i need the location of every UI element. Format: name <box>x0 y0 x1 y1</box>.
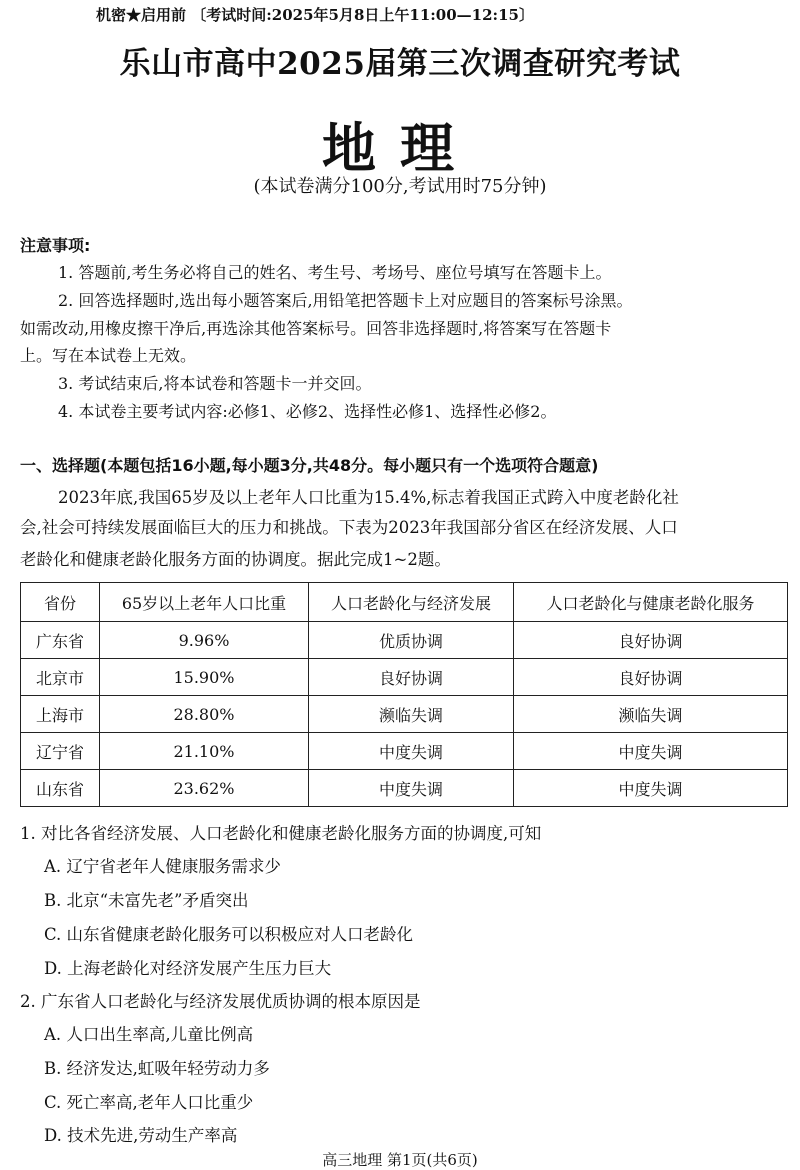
intro-line-3: 老龄化和健康老龄化服务方面的协调度。据此完成1~2题。 <box>20 550 451 569</box>
table-row <box>21 622 788 659</box>
header-economy-coordination: 人口老龄化与经济发展 <box>309 583 514 622</box>
table-cell: 良好协调 <box>514 659 788 696</box>
page-footer: 高三地理 第1页(共6页) <box>322 1151 478 1169</box>
exam-title: 乐山市高中2025届第三次调查研究考试 <box>119 46 681 82</box>
header-elderly-ratio: 65岁以上老年人口比重 <box>100 583 309 622</box>
note-item-2-line-1: 2. 回答选择题时,选出每小题答案后,用铅笔把答题卡上对应题目的答案标号涂黑。 <box>58 291 633 310</box>
table-row <box>21 659 788 696</box>
note-item-4: 4. 本试卷主要考试内容:必修1、必修2、选择性必修1、选择性必修2。 <box>58 402 557 421</box>
table-cell: 中度失调 <box>514 770 788 807</box>
table-cell: 15.90% <box>100 659 309 696</box>
table-cell: 上海市 <box>21 696 100 733</box>
coordination-table <box>20 582 788 807</box>
header-health-coordination: 人口老龄化与健康老龄化服务 <box>514 583 788 622</box>
question-2-option-b: B. 经济发达,虹吸年轻劳动力多 <box>44 1059 270 1078</box>
table-header-row <box>21 583 788 622</box>
question-1-option-a: A. 辽宁省老年人健康服务需求少 <box>44 857 281 876</box>
table-cell: 21.10% <box>100 733 309 770</box>
table-cell: 辽宁省 <box>21 733 100 770</box>
question-1-stem: 1. 对比各省经济发展、人口老龄化和健康老龄化服务方面的协调度,可知 <box>20 824 542 843</box>
table-cell: 北京市 <box>21 659 100 696</box>
notes-heading: 注意事项: <box>20 236 91 255</box>
note-item-2-line-3: 上。写在本试卷上无效。 <box>20 346 197 365</box>
table-cell: 良好协调 <box>514 622 788 659</box>
question-2-stem: 2. 广东省人口老龄化与经济发展优质协调的根本原因是 <box>20 992 421 1011</box>
note-item-3: 3. 考试结束后,将本试卷和答题卡一并交回。 <box>58 374 372 393</box>
table-cell: 9.96% <box>100 622 309 659</box>
section-heading: 一、选择题(本题包括16小题,每小题3分,共48分。每小题只有一个选项符合题意) <box>20 456 599 475</box>
note-item-1: 1. 答题前,考生务必将自己的姓名、考生号、考场号、座位号填写在答题卡上。 <box>58 263 612 282</box>
question-2-option-a: A. 人口出生率高,儿童比例高 <box>44 1025 254 1044</box>
table-cell: 优质协调 <box>309 622 514 659</box>
table-cell: 良好协调 <box>309 659 514 696</box>
table-cell: 28.80% <box>100 696 309 733</box>
question-2-option-c: C. 死亡率高,老年人口比重少 <box>44 1093 254 1112</box>
table-row <box>21 696 788 733</box>
table-cell: 中度失调 <box>309 770 514 807</box>
header-province: 省份 <box>21 583 100 622</box>
secrecy-header: 机密★启用前 〔考试时间:2025年5月8日上午11:00—12:15〕 <box>96 6 534 24</box>
table-row <box>21 733 788 770</box>
table-cell: 濒临失调 <box>514 696 788 733</box>
table-cell: 濒临失调 <box>309 696 514 733</box>
question-1-option-b: B. 北京“未富先老”矛盾突出 <box>44 891 249 910</box>
table-cell: 23.62% <box>100 770 309 807</box>
score-note: (本试卷满分100分,考试用时75分钟) <box>253 176 547 197</box>
table-row <box>21 770 788 807</box>
table-cell: 广东省 <box>21 622 100 659</box>
table-cell: 中度失调 <box>309 733 514 770</box>
question-2-option-d: D. 技术先进,劳动生产率高 <box>44 1126 238 1145</box>
subject-title: 地理 <box>322 116 478 180</box>
table-cell: 山东省 <box>21 770 100 807</box>
intro-line-2: 会,社会可持续发展面临巨大的压力和挑战。下表为2023年我国部分省区在经济发展、人口 <box>20 518 678 537</box>
question-1-option-d: D. 上海老龄化对经济发展产生压力巨大 <box>44 959 332 978</box>
table-cell: 中度失调 <box>514 733 788 770</box>
question-1-option-c: C. 山东省健康老龄化服务可以积极应对人口老龄化 <box>44 925 414 944</box>
intro-line-1: 2023年底,我国65岁及以上老年人口比重为15.4%,标志着我国正式跨入中度老龄化社 <box>58 488 679 507</box>
note-item-2-line-2: 如需改动,用橡皮擦干净后,再选涂其他答案标号。回答非选择题时,将答案写在答题卡 <box>20 319 612 338</box>
